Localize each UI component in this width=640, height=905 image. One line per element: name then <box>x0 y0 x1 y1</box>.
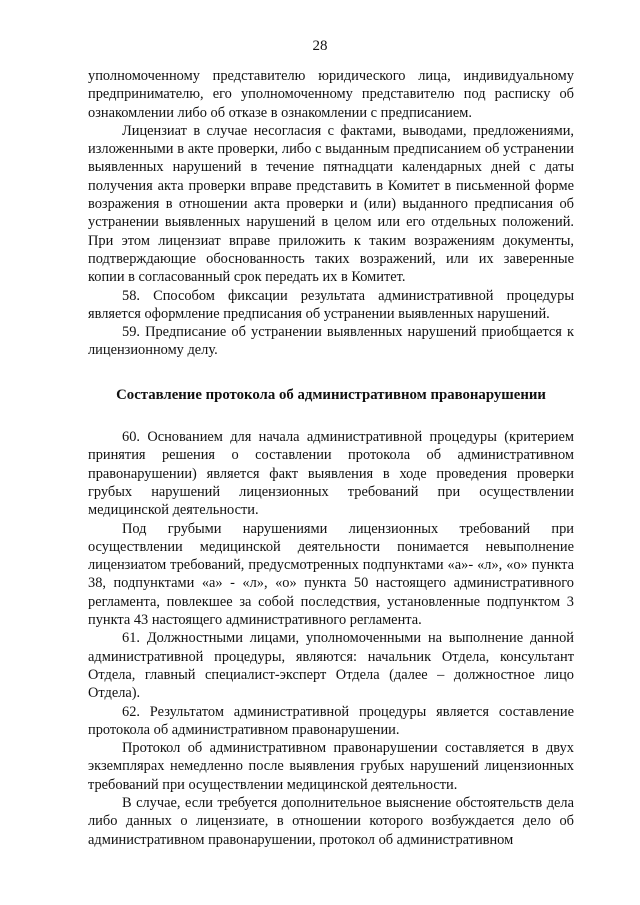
paragraph-62: 62. Результатом административной процедуры является составление протокола об административном правонарушении. <box>88 703 574 738</box>
paragraph-gross-violations: Под грубыми нарушениями лицензионных требований при осуществлении медицинской деятельности понимается невыполнение лицензиатом требований, предусмотренных подпунктами «а»- «л», «о» пункта 38, подпунктами «а» - «л», «о» пункта 50 настоящего административного регламента, повлекшее за собой последствия, установленные подпунктом 3 пункта 43 настоящего административного регламента. <box>88 520 574 629</box>
paragraph-59: 59. Предписание об устранении выявленных нарушений приобщается к лицензионному делу. <box>88 324 574 359</box>
paragraph-61: 61. Должностными лицами, уполномоченными на выполнение данной административной процедуры, являются: начальник Отдела, консультант Отдела, главный специалист-эксперт Отдела (далее – должностное лицо Отдела). <box>88 630 574 702</box>
paragraph-licensee-objections: Лицензиат в случае несогласия с фактами, выводами, предложениями, изложенными в акте проверки, либо с выданным предписанием об устранении выявленных нарушений в течение пятнадцати календарных дней с даты получения акта проверки вправе представить в Комитет в письменной форме возражения в отношении акта проверки и (или) выданного предписания об устранении выявленных нарушений в целом или его отдельных положений. При этом лицензиат вправе приложить к таким возражениям документы, подтверждающие обоснованность таких возражений, или их заверенные копии в согласованный срок передать их в Комитет. <box>88 122 574 286</box>
page-number: 28 <box>312 38 328 54</box>
paragraph-58: 58. Способом фиксации результата административной процедуры является оформление предписания об устранении выявленных нарушений. <box>88 287 574 322</box>
paragraph-protocol-copies: Протокол об административном правонарушении составляется в двух экземплярах немедленно после выявления грубых нарушений лицензионных требований при осуществлении медицинской деятельности. <box>88 740 574 793</box>
section-heading: Составление протокола об административном правонарушении <box>116 386 546 403</box>
paragraph-continuation: уполномоченному представителю юридического лица, индивидуальному предпринимателю, его уполномоченному представителю под расписку об ознакомлении либо об отказе в ознакомлении с предписанием. <box>88 68 574 121</box>
document-body <box>88 67 574 849</box>
paragraph-additional-clarification: В случае, если требуется дополнительное выяснение обстоятельств дела либо данных о лицензиате, в отношении которого возбуждается дело об административном правонарушении, протокол об административном <box>88 794 574 848</box>
paragraph-60: 60. Основанием для начала административной процедуры (критерием принятия решения о составлении протокола об административном правонарушении) является факт выявления в ходе проведения проверки грубых нарушений лицензионных требований при осуществлении медицинской деятельности. <box>88 429 574 519</box>
